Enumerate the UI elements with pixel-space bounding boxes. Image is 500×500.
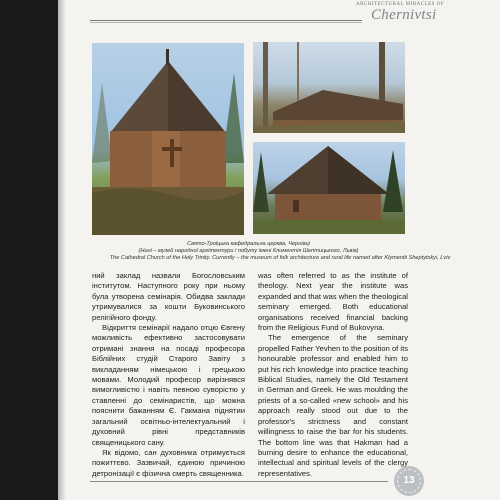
right-paragraph: was often referred to as the institute of theology. Next year the institute was expanded and that was when the theological seminary emerged. Both educational organisations received financial backing from the Religious Fund of Bukovyna. xyxy=(258,271,408,333)
caption-ukrainian-note: (Нині – музей народної архітектури і побуту імені Климентія Шептицького, Львів) xyxy=(138,248,359,254)
left-paragraph: ний заклад назвали Богословським інститутом. Наступного року при ньому була утворена семінарія. Обидва заклади утримувалися за кошти Буковинського релігійного фонду. xyxy=(92,271,245,322)
left-paragraph: Відкриття семінарії надало отцю Євгену можливість ефективно застосовувати отримані знання на посаді професора Біблійних студій Старого Завіту з викладанням німецькою і грецькою мовами. Молодий професор вирізнявся вимогливістю і навіть певною суворістю у ставленні до семінаристів, що можна пояснити бажанням Є. Гакмана піднятии загальний освітньо-інтелектуальний і духовний рівні представників священицького сану. xyxy=(92,323,245,447)
right-text-column xyxy=(258,271,408,479)
caption-ukrainian-title: Свято-Троїцька кафедральна церква, Чернівці xyxy=(187,241,310,247)
church-photo-roof xyxy=(253,42,405,133)
caption-english: The Cathedral Church of the Holy Trinity. Currently – the museum of folk architecture and rural life named after Klymentii Sheptytskyi, Lviv xyxy=(109,255,451,261)
left-paragraph: Як відомо, сан духовника отримується пожиттєво. Зазвичай, єдиною причиною детронізації є фізична смерть священника. xyxy=(92,447,245,478)
page-spine-shadow xyxy=(58,0,66,500)
footer-rule xyxy=(90,481,388,482)
church-photo-main xyxy=(92,43,244,235)
church-photo-forest xyxy=(253,142,405,234)
header-city-title: Chernivtsi xyxy=(371,7,437,23)
left-text-column xyxy=(92,271,245,479)
right-paragraph: The emergence of the seminary propelled Father Yevhen to the position of its honourable professor and enabled him to put his rich knowledge into practice teaching Biblical Studies, namely the Old Testament in German and Greek. He was moulding the priests of a so-called «new school» and his approach really stood out due to the professor's strictness and constant willingness to raise the bar for his students. The bottom line was that Hakman had a burning desire to enhance the educational, intellectual and spiritual levels of the clergy representatives. xyxy=(258,333,408,478)
header-rule xyxy=(90,20,362,21)
header-rule-secondary xyxy=(90,22,362,23)
header-series-title: ARCHITECTURAL MIRACLES OF xyxy=(356,2,445,7)
page-number-badge: 13 xyxy=(394,466,424,496)
